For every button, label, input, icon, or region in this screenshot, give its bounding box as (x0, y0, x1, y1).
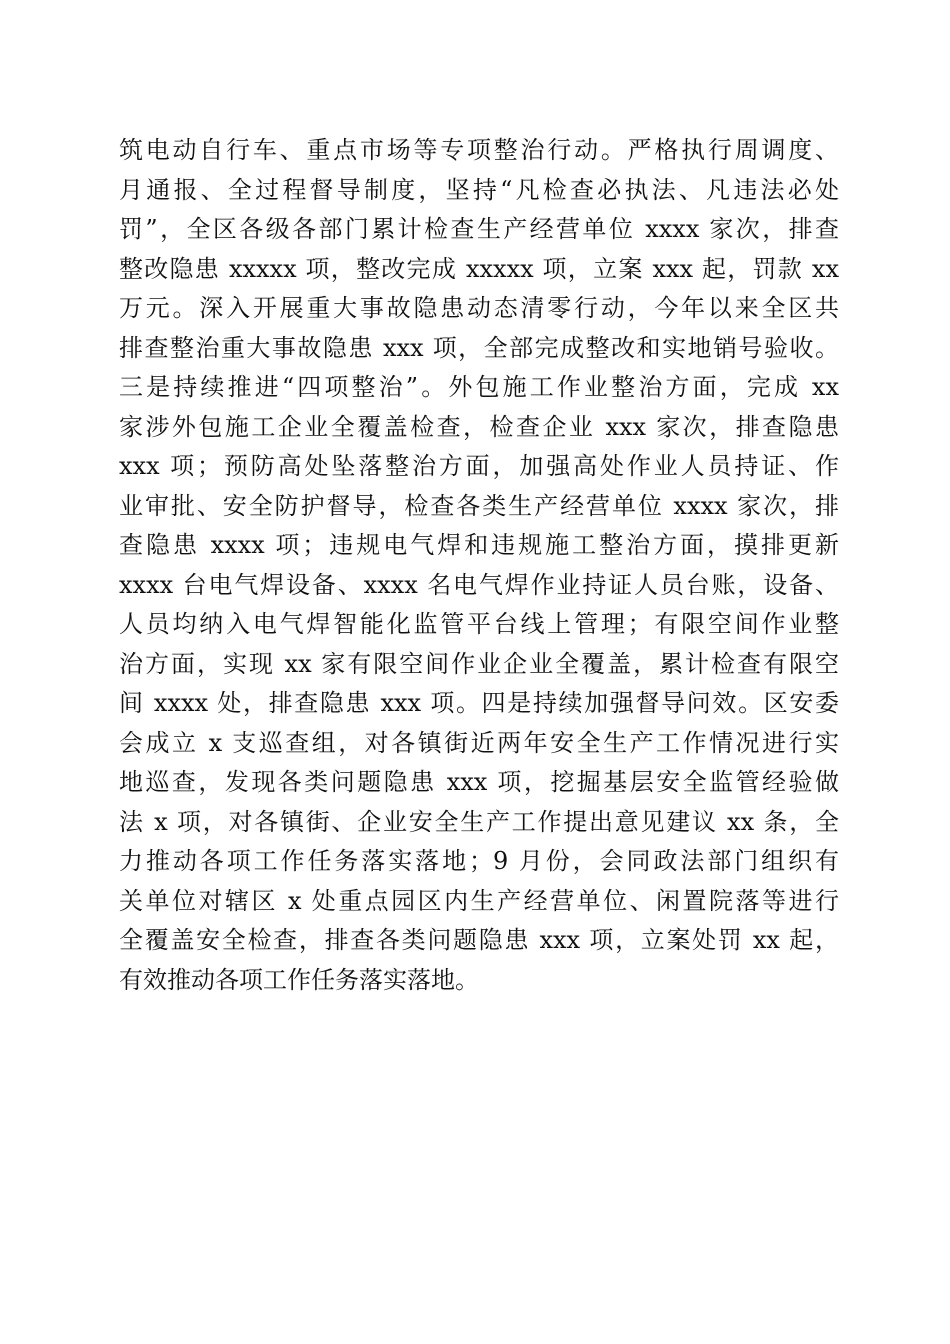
text-line: 间 xxxx 处，排查隐患 xxx 项。四是持续加强督导问效。区安委 (119, 689, 839, 717)
text-line: 治方面，实现 xx 家有限空间作业企业全覆盖，累计检查有限空 (119, 649, 839, 678)
text-line: 法 x 项，对各镇街、企业安全生产工作提出意见建议 xx 条，全 (119, 807, 839, 836)
text-line: 筑电动自行车、重点市场等专项整治行动。严格执行周调度、 (119, 136, 839, 164)
text-line: 业审批、安全防护督导，检查各类生产经营单位 xxxx 家次，排 (119, 491, 839, 520)
text-line: 三是持续推进“四项整治”。外包施工作业整治方面，完成 xx (119, 373, 839, 401)
text-line: 罚”，全区各级各部门累计检查生产经营单位 xxxx 家次，排查 (119, 215, 839, 243)
text-line: 会成立 x 支巡查组，对各镇街近两年安全生产工作情况进行实 (119, 728, 839, 757)
text-line: xxxx 台电气焊设备、xxxx 名电气焊作业持证人员台账，设备、 (119, 570, 839, 599)
text-line: 全覆盖安全检查，排查各类问题隐患 xxx 项，立案处罚 xx 起， (119, 926, 839, 954)
text-line: 查隐患 xxxx 项；违规电气焊和违规施工整治方面，摸排更新 (119, 531, 839, 559)
text-line: 月通报、全过程督导制度，坚持“凡检查必执法、凡违法必处 (119, 175, 839, 204)
body-text (119, 131, 839, 1000)
text-line: 人员均纳入电气焊智能化监管平台线上管理；有限空间作业整 (119, 610, 839, 638)
text-line: 排查整治重大事故隐患 xxx 项，全部完成整改和实地销号验收。 (119, 333, 839, 362)
text-line: 地巡查，发现各类问题隐患 xxx 项，挖掘基层安全监管经验做 (119, 768, 839, 796)
text-line: 万元。深入开展重大事故隐患动态清零行动，今年以来全区共 (119, 294, 839, 322)
text-line: 家涉外包施工企业全覆盖检查，检查企业 xxx 家次，排查隐患 (119, 412, 839, 441)
text-line: 力推动各项工作任务落实落地；9 月份，会同政法部门组织有 (119, 847, 839, 875)
text-line: 关单位对辖区 x 处重点园区内生产经营单位、闲置院落等进行 (119, 886, 839, 915)
text-line: 整改隐患 xxxxx 项，整改完成 xxxxx 项，立案 xxx 起，罚款 xx (119, 254, 839, 283)
text-line: xxx 项；预防高处坠落整治方面，加强高处作业人员持证、作 (119, 452, 839, 480)
text-line-last: 有效推动各项工作任务落实落地。 (119, 965, 479, 994)
